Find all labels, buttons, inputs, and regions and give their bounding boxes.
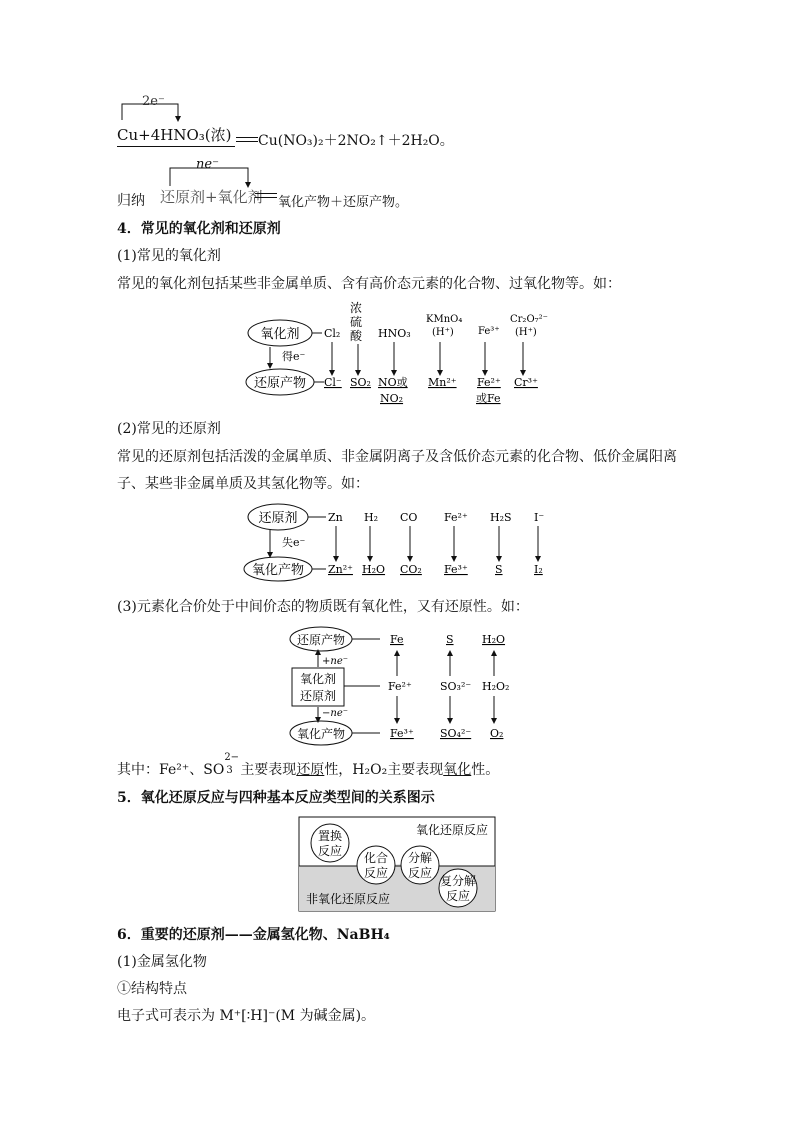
top-fe2: Fe²⁺ — [444, 511, 468, 524]
note-sup: 2− — [224, 752, 240, 763]
svg-text:反应: 反应 — [445, 889, 471, 903]
oxidant-oval-label: 氧化剂 — [260, 327, 300, 342]
top-conc-1: 浓 — [350, 301, 363, 315]
mid-bottom-oval: 氧化产物 — [296, 727, 346, 741]
note-end: 性。 — [471, 762, 500, 778]
reduction-product-label: 还原产物 — [253, 376, 307, 391]
mid-bottom-fe3: Fe³⁺ — [390, 727, 414, 740]
top-i: I⁻ — [534, 511, 545, 524]
mid-h2o2: H₂O₂ — [482, 680, 510, 693]
bottom-zn2: Zn²⁺ — [328, 563, 353, 576]
bottom-h2o: H₂O — [362, 563, 386, 576]
top-h-1: (H⁺) — [432, 327, 454, 338]
lose-electron-label: 失e⁻ — [282, 536, 306, 549]
sub3-title: (3)元素化合价处于中间价态的物质既有氧化性，又有还原性。如： — [117, 599, 529, 615]
bottom-co2: CO₂ — [400, 563, 422, 576]
svg-text:反应: 反应 — [363, 866, 389, 880]
mid-top-s: S — [446, 633, 454, 646]
equation-right: Cu(NO₃)₂＋2NO₂↑＋2H₂O。 — [258, 133, 454, 149]
note-sub: 3 — [226, 765, 233, 776]
svg-text:置换: 置换 — [317, 829, 343, 843]
reactant-underline — [117, 146, 235, 147]
summary-label: 归纳 — [117, 193, 145, 209]
gain-electron-label: 得e⁻ — [282, 350, 306, 363]
note-line — [117, 752, 500, 779]
top-conc-2: 硫 — [350, 315, 363, 329]
equals-sign — [236, 137, 258, 142]
mid-top-fe: Fe — [390, 633, 404, 646]
bottom-fe: 或Fe — [476, 392, 501, 405]
bottom-cr3: Cr³⁺ — [514, 376, 538, 389]
sub1-text: 常见的氧化剂包括某些非金属单质、含有高价态元素的化合物、过氧化物等。如： — [117, 276, 621, 292]
summary-right: 氧化产物＋还原产物。 — [278, 195, 409, 210]
note-mid2: 性，H₂O₂主要表现 — [324, 762, 444, 778]
electron-count: 2e⁻ — [142, 94, 165, 109]
mid-fe2: Fe²⁺ — [388, 680, 412, 693]
redox-label: 氧化还原反应 — [416, 823, 489, 837]
top-kmno4: KMnO₄ — [426, 314, 463, 325]
note-underline-oxidize: 氧化 — [443, 762, 472, 778]
svg-text:反应: 反应 — [407, 866, 433, 880]
top-hno3: HNO₃ — [378, 327, 411, 340]
bottom-i2: I₂ — [534, 563, 543, 576]
section-5-title: 5．氧化还原反应与四种基本反应类型间的关系图示 — [117, 790, 435, 806]
bottom-fe2: Fe²⁺ — [477, 376, 501, 389]
minus-ne: −ne⁻ — [322, 708, 349, 719]
summary-electrons: ne⁻ — [196, 157, 219, 172]
bottom-mn2: Mn²⁺ — [428, 376, 457, 389]
note-underline-reduce: 还原 — [296, 762, 325, 778]
mid-so3: SO₃²⁻ — [440, 680, 472, 693]
bottom-no: NO或 — [378, 376, 408, 389]
top-cl2: Cl₂ — [324, 327, 341, 340]
mid-top-h2o: H₂O — [482, 633, 506, 646]
summary-equals — [255, 193, 277, 198]
sub1-title: (1)常见的氧化剂 — [117, 248, 221, 264]
mid-top-oval: 还原产物 — [296, 633, 346, 647]
mid-bottom-o2: O₂ — [490, 727, 504, 740]
mid-box-line1: 氧化剂 — [299, 672, 337, 686]
so3-charge — [224, 752, 240, 776]
note-prefix: 其中：Fe²⁺、SO — [117, 762, 225, 778]
bottom-cl: Cl⁻ — [324, 376, 342, 389]
top-co: CO — [400, 511, 418, 524]
svg-text:反应: 反应 — [317, 844, 343, 858]
mid-bottom-so4: SO₄²⁻ — [440, 727, 472, 740]
bottom-no2: NO₂ — [380, 392, 404, 405]
sec6-point1: ①结构特点 — [117, 981, 187, 997]
top-fe3: Fe³⁺ — [478, 326, 500, 337]
oxidant-diagram — [240, 300, 570, 412]
bottom-fe3: Fe³⁺ — [444, 563, 468, 576]
reaction-type-diagram — [298, 816, 498, 914]
top-conc-3: 酸 — [350, 329, 363, 343]
top-cr2o7: Cr₂O₇²⁻ — [510, 314, 548, 325]
top-h2: H₂ — [364, 511, 379, 524]
svg-text:复分解: 复分解 — [439, 874, 477, 888]
oxidation-product-label: 氧化产物 — [251, 563, 305, 578]
sec6-text: 电子式可表示为 M⁺[∶H]⁻(M 为碱金属)。 — [117, 1008, 376, 1024]
middle-valence-diagram — [284, 624, 524, 748]
reductant-oval-label: 还原剂 — [258, 511, 298, 526]
mid-box-line2: 还原剂 — [299, 689, 337, 703]
sec6-sub1: (1)金属氢化物 — [117, 954, 207, 970]
bottom-s: S — [495, 563, 503, 576]
section-4-title: 4．常见的氧化剂和还原剂 — [117, 221, 281, 237]
plus-ne: +ne⁻ — [322, 656, 349, 667]
svg-text:化合: 化合 — [363, 851, 389, 865]
summary-left: 还原剂+氧化剂 — [160, 188, 263, 206]
nonredox-label: 非氧化还原反应 — [306, 892, 391, 906]
top-h-2: (H⁺) — [515, 327, 537, 338]
svg-text:分解: 分解 — [407, 851, 433, 865]
sub2-text-1: 常见的还原剂包括活泼的金属单质、非金属阴离子及含低价态元素的化合物、低价金属阳离 — [117, 449, 677, 465]
note-mid: 主要表现 — [240, 762, 297, 778]
reductant-diagram — [240, 500, 560, 582]
section-6-title: 6．重要的还原剂——金属氢化物、NaBH₄ — [117, 927, 390, 943]
sub2-text-2: 子、某些非金属单质及其氢化物等。如： — [117, 476, 369, 492]
sub2-title: (2)常见的还原剂 — [117, 421, 221, 437]
bottom-so2: SO₂ — [350, 376, 371, 389]
equation-left: Cu+4HNO₃(浓) — [117, 126, 232, 144]
top-zn: Zn — [328, 511, 343, 524]
top-h2s: H₂S — [490, 511, 512, 524]
